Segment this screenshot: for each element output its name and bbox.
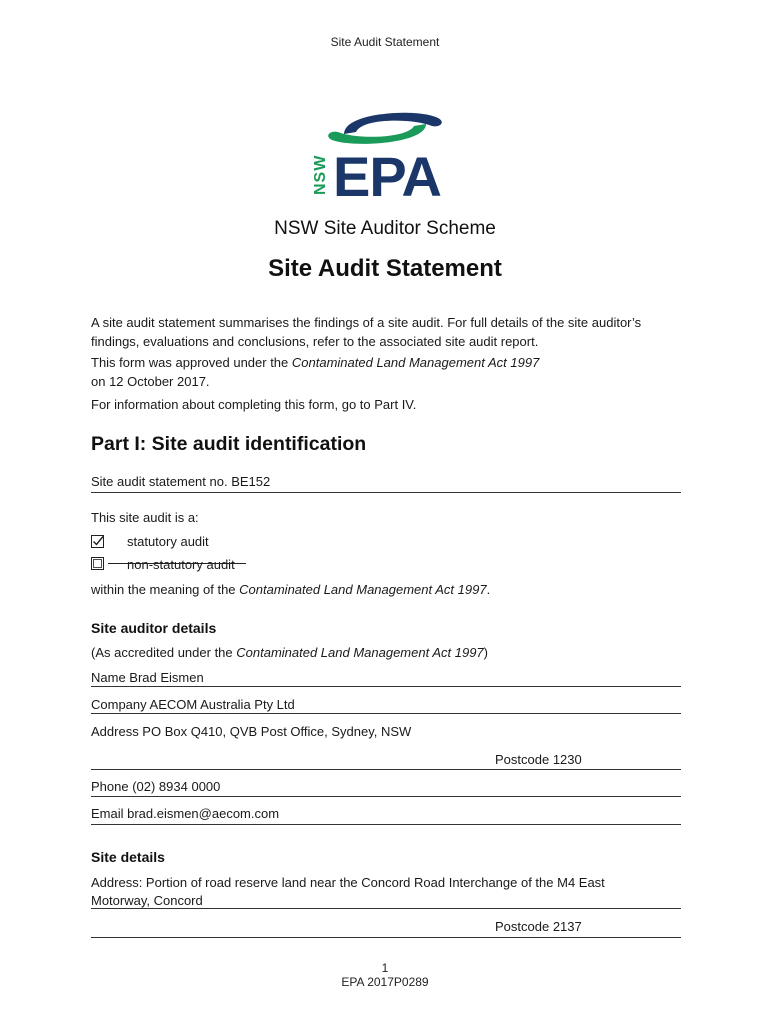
site-postcode-field[interactable]: Postcode 2137 — [495, 919, 582, 934]
accreditation-note: (As accredited under the Contaminated Land Management Act 1997) — [91, 645, 488, 660]
site-details-heading: Site details — [91, 849, 165, 865]
divider — [91, 796, 681, 797]
auditor-email-field[interactable]: Email brad.eismen@aecom.com — [91, 806, 280, 821]
auditor-phone-field[interactable]: Phone (02) 8934 0000 — [91, 779, 221, 794]
divider — [91, 824, 681, 825]
scheme-title: NSW Site Auditor Scheme — [274, 218, 496, 239]
document-title: Site Audit Statement — [268, 255, 502, 282]
act-meaning-text: within the meaning of the Contaminated Land Management Act 1997. — [91, 582, 491, 597]
page-number: 1 — [381, 961, 389, 975]
logo-swoosh-green — [328, 124, 426, 144]
statutory-audit-option[interactable]: statutory audit — [127, 534, 209, 549]
checkbox-checked-icon[interactable] — [91, 535, 104, 548]
part-heading: Part I: Site audit identification — [91, 433, 367, 455]
info-paragraph: For information about completing this form, go to Part IV. — [91, 397, 417, 412]
site-address-field[interactable]: Address: Portion of road reserve land near the Concord Road Interchange of the M4 East Motorway, Concord — [91, 875, 605, 908]
checkbox-empty-icon[interactable] — [91, 557, 104, 570]
running-header: Site Audit Statement — [330, 35, 440, 49]
logo-nsw-text: NSW — [312, 154, 329, 195]
divider — [91, 937, 681, 938]
auditor-name-field[interactable]: Name Brad Eismen — [91, 670, 204, 685]
divider — [91, 713, 681, 714]
auditor-company-field[interactable]: Company AECOM Australia Pty Ltd — [91, 697, 295, 712]
divider — [91, 492, 681, 493]
logo-swoosh-navy — [344, 113, 442, 134]
auditor-postcode-field[interactable]: Postcode 1230 — [495, 752, 582, 767]
intro-paragraph: A site audit statement summarises the findings of a site audit. For full details of the site auditor’s findings, evaluations and conclusions, refer to the associated site audit report. — [91, 315, 642, 349]
strikethrough-line — [108, 563, 246, 564]
logo-epa-text: EPA — [333, 145, 441, 200]
statement-number-field[interactable]: Site audit statement no. BE152 — [91, 474, 271, 489]
auditor-address-field[interactable]: Address PO Box Q410, QVB Post Office, Sydney, NSW — [91, 724, 412, 739]
divider — [91, 686, 681, 687]
divider — [91, 769, 681, 770]
form-code: EPA 2017P0289 — [341, 975, 429, 989]
act-reference: Contaminated Land Management Act 1997 — [291, 355, 540, 370]
approval-paragraph: This form was approved under the Contaminated Land Management Act 1997 on 12 October 2017. — [91, 355, 540, 389]
nsw-epa-logo — [300, 104, 470, 200]
audit-type-label: This site audit is a: — [91, 510, 199, 525]
auditor-details-heading: Site auditor details — [91, 620, 217, 636]
non-statutory-audit-option[interactable]: non-statutory audit — [127, 557, 235, 572]
divider — [91, 908, 681, 909]
